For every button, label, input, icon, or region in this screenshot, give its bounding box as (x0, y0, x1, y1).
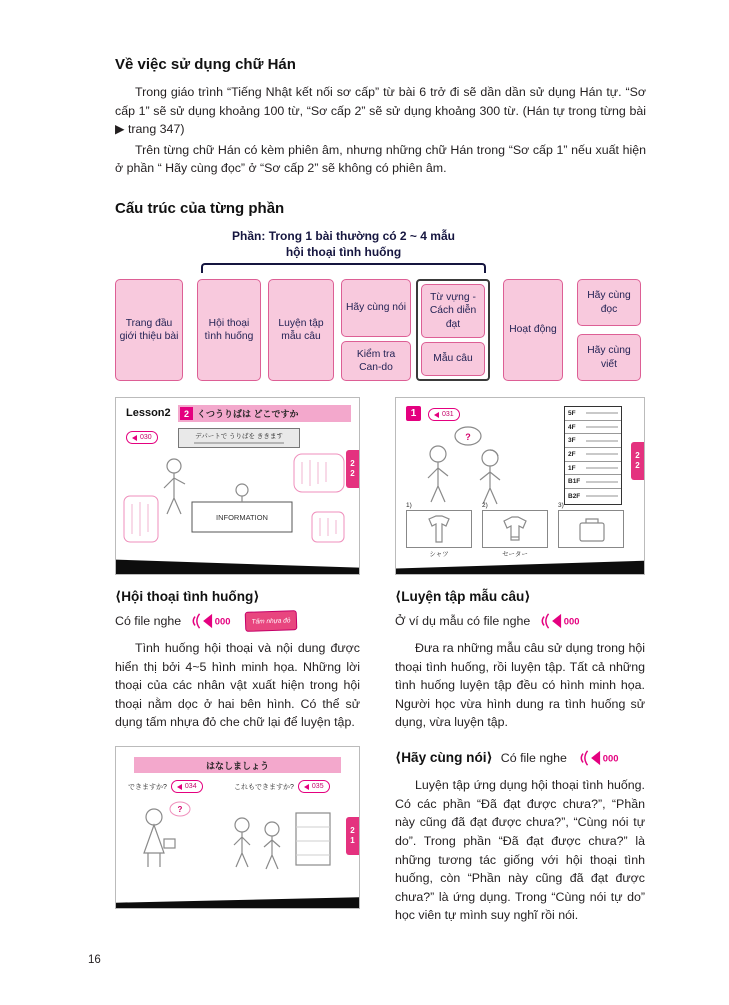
audio-speaker-icon (187, 611, 239, 631)
item-picture-box (558, 510, 624, 548)
practice-item (558, 502, 624, 558)
page-edge-tab (631, 442, 644, 480)
luyentap-heading: ⟨Luyện tập mẫu câu⟩ (395, 589, 531, 605)
floor-directory-sign (564, 406, 622, 505)
speaker-icon (434, 412, 439, 418)
flow-box-kiemtra-label: Kiểm tra Can-do (356, 348, 396, 374)
audio-number: 000 (214, 615, 231, 627)
audio-number: 000 (602, 752, 619, 764)
haycungnoi-paragraph: Luyện tập ứng dụng hội thoại tình huống. Có các phần “Đã đạt được chưa?”, “Phần này cũng đã đạt được chưa?”, “Cùng nói tự do”. Trong phần “Đã đạt được chưa?” là những tương tác giống với hội thoại tình huống, còn “Phần này cũng đã đạt được chưa?” là ứng dụng. Trong “Cùng nói tự do” học viên tự mình suy nghĩ rồi nói. (395, 778, 645, 923)
dialogue-illustration (122, 450, 350, 558)
floor-row-detail (586, 453, 618, 455)
hoithoai-audio-row (115, 611, 360, 631)
flow-box-intro-page (115, 279, 183, 381)
photo-black-edge (116, 896, 359, 908)
lesson-title-band (178, 405, 351, 422)
haycungnoi-heading-row (395, 748, 645, 768)
scene-caption-japanese: デパートで うりばを ききます (195, 433, 283, 441)
bracket-label (197, 229, 490, 260)
floor-row-detail (586, 495, 618, 497)
floor-row-detail (586, 412, 618, 414)
flow-box-haycungnoi-label: Hãy cùng nói (345, 302, 407, 314)
audio-track-pill (171, 780, 203, 793)
information-desk-label: INFORMATION (216, 513, 268, 523)
photo-black-edge (396, 560, 644, 574)
exercise-number-badge: 1 (406, 406, 421, 421)
flow-group-tu-vung (416, 279, 490, 381)
flow-col-doc-viet (577, 279, 641, 381)
audio-file-label: Có file nghe (115, 614, 182, 629)
audio-track-pill (126, 431, 158, 444)
floor-row: 1F (565, 462, 621, 476)
question-2-label: これもできますか? (234, 783, 294, 791)
item-number: 3) (558, 502, 564, 510)
tab-lesson-number: 2 (350, 459, 355, 469)
flow-box-haycungviet-label: Hãy cùng viết (587, 345, 631, 370)
kanji-section-title: Về việc sử dụng chữ Hán (115, 56, 296, 73)
bracket-line (201, 263, 486, 273)
flow-box-intro-label: Trang đầu giới thiệu bài (119, 317, 179, 343)
speaker-icon (132, 435, 137, 441)
photo-black-edge (116, 558, 359, 574)
speaking-illustration (124, 795, 355, 895)
red-sheet-icon (245, 610, 298, 632)
page-edge-tab (346, 817, 359, 855)
tab-lesson-number: 2 (635, 451, 640, 461)
thumbnail-practice-page (395, 397, 645, 575)
hoithoai-paragraph: Tình huống hội thoại và nội dung được hiển thị bởi 4~5 hình minh họa. Những lời thoại của các nhân vật xuất hiện trong hội thoại nằm dọc ở hai bên hình. Có thể sử dụng tấm nhựa đỏ che chữ lại để luyện tập. (115, 641, 360, 730)
flow-box-hay-cung-viet (577, 334, 641, 381)
flow-box-hoi-thoai (197, 279, 261, 381)
flow-box-hoithoai-label: Hội thoại tình huống (204, 317, 254, 343)
practice-item (482, 502, 548, 558)
audio-track-number: 030 (140, 434, 152, 442)
audio-track-number: 034 (184, 783, 197, 791)
flow-box-hay-cung-noi (341, 279, 411, 337)
suitcase-icon (566, 513, 616, 545)
floor-row: 5F (565, 407, 621, 421)
scene-caption-subline (194, 442, 284, 444)
kanji-paragraph-1: Trong giáo trình “Tiếng Nhật kết nối sơ cấp” từ bài 6 trở đi sẽ dần dần sử dụng Hán tự. “Sơ cấp 1” sẽ sử dụng khoảng 100 từ, “Sơ cấp 2” sẽ sử dụng khoảng 300 từ. (Hán tự trong từng bài ▶ trang 347) (115, 85, 646, 137)
item-number: 1) (406, 502, 412, 510)
scene-caption-box (178, 428, 300, 448)
item-picture-box (482, 510, 548, 548)
floor-row-detail (586, 440, 618, 442)
hanashimashou-band: はなしましょう (134, 757, 341, 773)
sweater-icon (490, 513, 540, 545)
practice-illustration (404, 424, 554, 508)
floor-row-detail (586, 481, 618, 483)
flow-box-hoatdong-label: Hoạt động (509, 324, 557, 336)
shirt-icon (414, 513, 464, 545)
item-picture-box (406, 510, 472, 548)
question-mark-bubble: ? (177, 805, 183, 815)
floor-row-detail (586, 467, 618, 469)
hoithoai-heading: ⟨Hội thoại tình huống⟩ (115, 589, 260, 605)
item-label (558, 549, 624, 557)
practice-item (406, 502, 472, 558)
flow-box-haycungdoc-label: Hãy cùng đọc (587, 290, 631, 315)
speaker-icon (304, 784, 309, 790)
question-2-row (234, 780, 330, 793)
structure-section-title: Cấu trúc của từng phần (115, 200, 285, 218)
flow-box-tuvung-label: Từ vựng - Cách diễn đạt (429, 291, 477, 330)
audio-speaker-icon (536, 611, 588, 631)
flow-box-mau-cau (421, 342, 485, 376)
structure-diagram (115, 229, 646, 381)
item-number: 2) (482, 502, 488, 510)
tab-part-number: 2 (635, 461, 640, 471)
tab-lesson-number: 2 (350, 826, 355, 836)
floor-row: 2F (565, 448, 621, 462)
haycungnoi-heading: ⟨Hãy cùng nói⟩ (395, 750, 493, 766)
flow-box-luyentap-label: Luyện tập mẫu câu (278, 317, 324, 343)
tab-part-number: 1 (350, 836, 355, 846)
tab-part-number: 2 (350, 469, 355, 479)
page-edge-tab (346, 450, 359, 488)
audio-track-pill (428, 408, 460, 421)
question-mark-bubble: ? (465, 432, 471, 443)
lesson-title: くつうりばは どこですか (197, 409, 299, 420)
item-label: シャツ (429, 551, 449, 559)
flow-col-noi-cando (341, 279, 411, 381)
audio-track-pill (298, 780, 330, 793)
audio-file-label: Ở ví dụ mẫu có file nghe (395, 614, 531, 629)
lesson-number-badge: 2 (180, 407, 193, 420)
flow-box-kiem-tra-cando (341, 341, 411, 381)
audio-file-label: Có file nghe (500, 751, 567, 766)
item-label: セーター (502, 551, 528, 559)
bracket-label-line2: hội thoại tình huống (285, 244, 402, 259)
question-1-label: できますか? (128, 783, 167, 791)
flow-box-hoat-dong (503, 279, 563, 381)
audio-track-number: 031 (442, 411, 454, 419)
question-1-row (128, 780, 203, 793)
bracket-label-line1: Phần: Trong 1 bài thường có 2 ~ 4 mẫu (232, 229, 455, 244)
luyentap-paragraph: Đưa ra những mẫu câu sử dụng trong hội thoại tình huống, rồi luyện tập. Tất cả những tình huống luyện tập đều có hình minh họa. Người học vừa hình dung ra tình huống sử dụng, vừa luyện tập. (395, 641, 645, 730)
page-number: 16 (88, 954, 101, 966)
floor-row: B2F (565, 489, 621, 503)
thumbnail-hanashimashou-page (115, 746, 360, 909)
red-sheet-label: Tấm nhựa đỏ (251, 616, 291, 626)
kanji-paragraph-2: Trên từng chữ Hán có kèm phiên âm, nhưng những chữ Hán trong “Sơ cấp 1” nếu xuất hiện ở phần “ Hãy cùng đọc” ở “Sơ cấp 2” sẽ không có phiên âm. (115, 142, 646, 176)
practice-item-row (406, 502, 624, 558)
flow-box-maucau-label: Mẫu câu (433, 353, 473, 365)
floor-row: B1F (565, 475, 621, 489)
audio-speaker-icon (575, 748, 627, 768)
luyentap-audio-row (395, 611, 645, 631)
floor-row-detail (586, 426, 618, 428)
flow-box-tu-vung (421, 284, 485, 338)
audio-track-number: 035 (311, 783, 324, 791)
audio-number: 000 (564, 615, 580, 627)
lesson-label: Lesson2 (126, 407, 171, 420)
thumbnail-lesson-dialogue-page (115, 397, 360, 575)
flow-box-luyen-tap (268, 279, 334, 381)
floor-row: 4F (565, 421, 621, 435)
floor-row: 3F (565, 434, 621, 448)
flow-box-hay-cung-doc (577, 279, 641, 326)
speaker-icon (177, 784, 182, 790)
